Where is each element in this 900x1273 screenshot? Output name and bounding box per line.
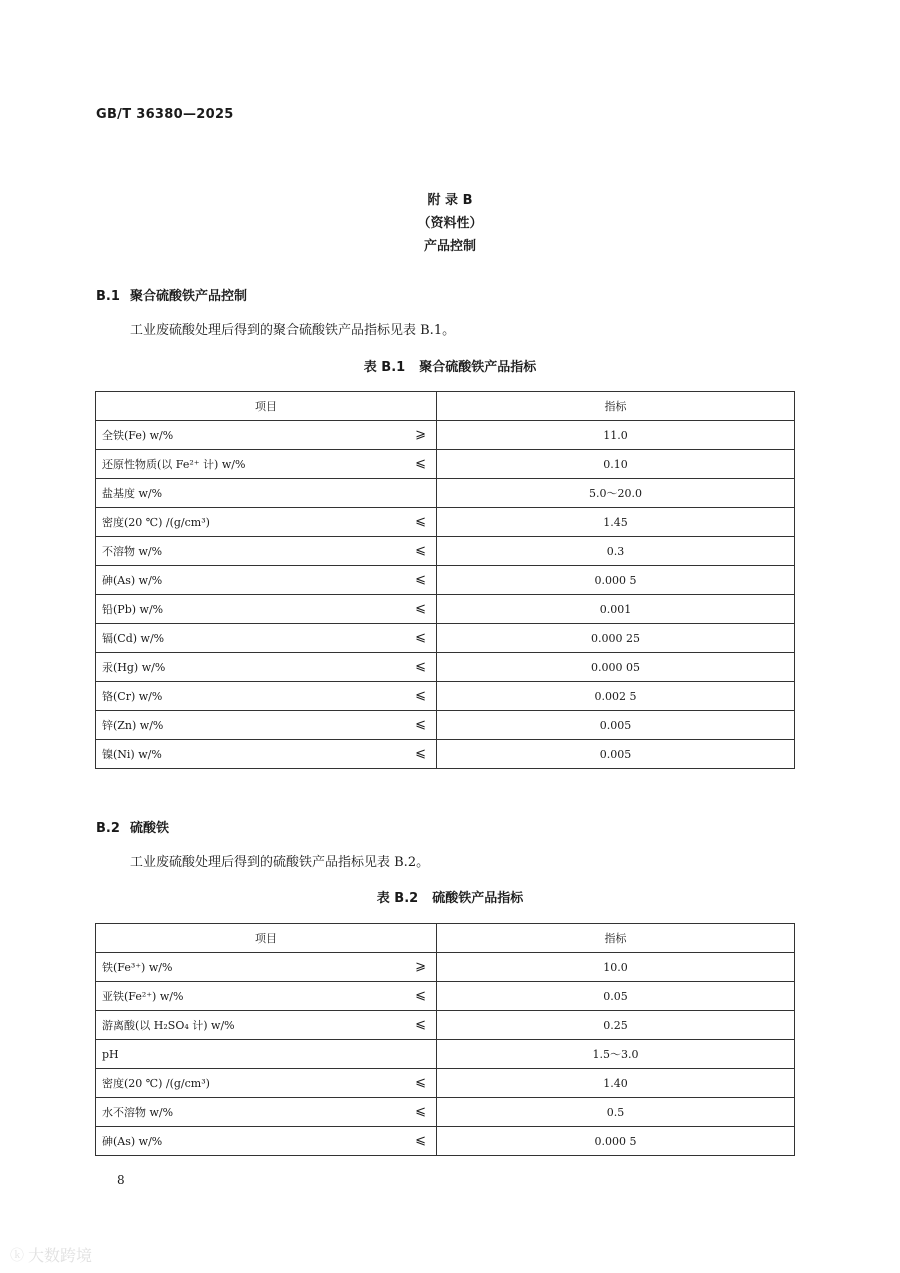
row-item-label: 铁(Fe³⁺) w/% [102,961,173,974]
row-value-cell: 0.3 [437,537,795,566]
row-item-cell [96,740,437,769]
table-row [96,653,795,682]
row-item-label: 游离酸(以 H₂SO₄ 计) w/% [102,1019,235,1032]
row-item-cell [96,1127,437,1156]
page-number: 8 [117,1173,125,1187]
row-item-label: 盐基度 w/% [102,487,163,500]
table-row [96,537,795,566]
row-item-cell [96,479,437,508]
section-paragraph-b2: 工业废硫酸处理后得到的硫酸铁产品指标见表 B.2。 [130,855,430,870]
relation-symbol: ⩽ [415,717,426,732]
row-item-label: 铬(Cr) w/% [102,690,163,703]
column-header-value: 指标 [437,392,795,421]
table-caption-number: 表 B.1 [363,360,406,375]
relation-symbol: ⩽ [415,1017,426,1032]
table-header-row [96,392,795,421]
section-title: 硫酸铁 [130,821,170,836]
table-row [96,421,795,450]
column-header-value: 指标 [437,924,795,953]
watermark-logo-icon: ⓚ [10,1247,24,1264]
row-value-cell: 0.000 05 [437,653,795,682]
row-value-cell: 1.45 [437,508,795,537]
row-item-label: pH [102,1047,119,1061]
relation-symbol: ⩽ [415,601,426,616]
row-value-cell: 0.10 [437,450,795,479]
table-header-row [96,924,795,953]
section-paragraph-b1: 工业废硫酸处理后得到的聚合硫酸铁产品指标见表 B.1。 [130,323,456,338]
relation-symbol: ⩽ [415,1133,426,1148]
row-item-label: 水不溶物 w/% [102,1106,174,1119]
row-item-cell [96,595,437,624]
annex-nature: （资料性） [417,216,483,231]
section-title: 聚合硫酸铁产品控制 [130,289,248,304]
relation-symbol: ⩽ [415,1075,426,1090]
row-item-label: 锌(Zn) w/% [102,719,164,732]
row-item-cell [96,1040,437,1069]
relation-symbol: ⩽ [415,688,426,703]
table-row [96,1098,795,1127]
column-header-item: 项目 [96,924,437,953]
row-item-label: 密度(20 ℃) /(g/cm³) [102,516,210,529]
row-value-cell: 0.000 5 [437,566,795,595]
row-item-label: 镉(Cd) w/% [102,632,165,645]
section-heading-b1 [96,285,247,304]
section-number: B.2 [96,821,120,836]
relation-symbol: ⩾ [415,959,426,974]
table-row [96,1069,795,1098]
relation-symbol: ⩽ [415,1104,426,1119]
relation-symbol: ⩽ [415,514,426,529]
row-item-label: 砷(As) w/% [102,574,163,587]
watermark [10,1243,92,1266]
row-value-cell: 0.000 5 [437,1127,795,1156]
row-item-label: 全铁(Fe) w/% [102,429,174,442]
relation-symbol: ⩽ [415,746,426,761]
row-value-cell: 0.005 [437,711,795,740]
table-caption-b2 [0,887,900,906]
row-value-cell: 0.05 [437,982,795,1011]
row-item-cell [96,566,437,595]
relation-symbol: ⩾ [415,427,426,442]
row-value-cell: 5.0～20.0 [437,479,795,508]
table-row [96,682,795,711]
row-value-cell: 1.40 [437,1069,795,1098]
row-item-cell [96,711,437,740]
relation-symbol: ⩽ [415,456,426,471]
table-row [96,595,795,624]
annex-title: 附 录 B [427,193,473,208]
spec-table-b1 [95,391,795,769]
row-item-cell [96,1069,437,1098]
row-value-cell: 11.0 [437,421,795,450]
column-header-item: 项目 [96,392,437,421]
table-row [96,982,795,1011]
row-item-cell [96,624,437,653]
row-value-cell: 0.5 [437,1098,795,1127]
relation-symbol: ⩽ [415,659,426,674]
row-item-label: 不溶物 w/% [102,545,163,558]
table-caption-b1 [0,356,900,375]
row-item-label: 汞(Hg) w/% [102,661,166,674]
row-item-cell [96,1011,437,1040]
table-row [96,479,795,508]
row-item-label: 亚铁(Fe²⁺) w/% [102,990,184,1003]
standard-number: GB/T 36380—2025 [96,107,234,122]
annex-heading: 产品控制 [423,239,476,254]
relation-symbol: ⩽ [415,543,426,558]
section-heading-b2 [96,817,169,836]
row-item-label: 还原性物质(以 Fe²⁺ 计) w/% [102,458,246,471]
row-item-cell [96,421,437,450]
row-item-cell [96,682,437,711]
row-value-cell: 0.000 25 [437,624,795,653]
row-item-cell [96,1098,437,1127]
relation-symbol: ⩽ [415,630,426,645]
row-value-cell: 0.001 [437,595,795,624]
table-row [96,566,795,595]
section-number: B.1 [96,289,120,304]
relation-symbol: ⩽ [415,572,426,587]
row-value-cell: 10.0 [437,953,795,982]
row-item-label: 密度(20 ℃) /(g/cm³) [102,1077,210,1090]
row-item-cell [96,450,437,479]
table-row [96,624,795,653]
table-row [96,1011,795,1040]
row-value-cell: 0.002 5 [437,682,795,711]
row-value-cell: 0.005 [437,740,795,769]
table-row [96,953,795,982]
table-row [96,711,795,740]
row-item-cell [96,508,437,537]
row-item-label: 镍(Ni) w/% [102,748,162,761]
row-item-cell [96,653,437,682]
row-item-label: 铅(Pb) w/% [102,603,164,616]
row-item-cell [96,537,437,566]
table-caption-number: 表 B.2 [376,891,419,906]
row-value-cell: 0.25 [437,1011,795,1040]
relation-symbol: ⩽ [415,988,426,1003]
table-row [96,740,795,769]
row-value-cell: 1.5～3.0 [437,1040,795,1069]
table-row [96,508,795,537]
row-item-label: 砷(As) w/% [102,1135,163,1148]
spec-table-b2 [95,923,795,1156]
table-row [96,450,795,479]
table-row [96,1127,795,1156]
table-caption-title: 聚合硫酸铁产品指标 [419,360,537,375]
table-row [96,1040,795,1069]
watermark-text: 大数跨境 [28,1246,93,1265]
row-item-cell [96,953,437,982]
row-item-cell [96,982,437,1011]
table-caption-title: 硫酸铁产品指标 [432,891,524,906]
